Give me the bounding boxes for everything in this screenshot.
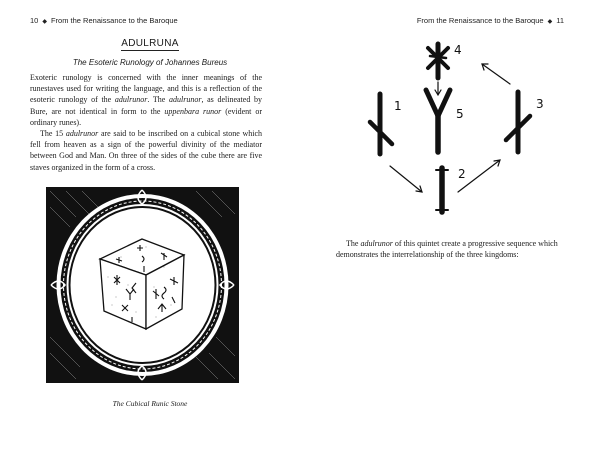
rune-number-3: 3: [536, 97, 544, 111]
rune-5-icon: [426, 90, 450, 152]
cubical-stone-engraving-icon: [46, 187, 239, 383]
rune-number-1: 1: [394, 99, 402, 113]
running-head-right: [417, 16, 564, 25]
page-number-right: 11: [556, 16, 564, 25]
rune-sequence-diagram-icon: [350, 34, 590, 224]
right-page: [300, 0, 600, 450]
section-title: ADULRUNA: [121, 38, 179, 49]
section-subtitle: The Esoteric Runology of Johannes Bureus: [72, 58, 228, 67]
rune-1-icon: [370, 94, 392, 154]
paragraph-2: The 15 adulrunor are said to be inscribed on a cubical stone which fell from heaven as a sign of the powerful divinity of the mediator between God and Man. On three of the sides of the cube there are five staves organized in the form of a cross.: [30, 129, 263, 172]
rune-4-icon: [428, 44, 448, 78]
rune-2-icon: [436, 168, 448, 212]
body-text: [30, 72, 262, 173]
running-head-text: From the Renaissance to the Baroque: [416, 16, 544, 25]
running-head-left: [30, 16, 178, 25]
rune-number-4: 4: [454, 43, 462, 57]
cubical-runic-stone-figure: [46, 187, 239, 383]
page-number-left: 10: [30, 16, 39, 25]
rune-number-2: 2: [458, 167, 466, 181]
right-paragraph: The adulrunor of this quintet create a progressive sequence which demonstrates the interrelationship of the three kingdoms:: [336, 239, 558, 260]
paragraph-1: Exoteric runology is concerned with the inner meanings of the runestaves used for writing the language, and this is a reflection of the esoteric runology of the adulrunor. The adulrunor, as delineated by Bure, are not identical in form to the uppenbara runor (evident or ordinary runes).: [30, 73, 263, 127]
figure-caption: The Cubical Runic Stone: [112, 399, 188, 408]
rune-quintet-diagram: [350, 34, 590, 224]
rune-number-5: 5: [456, 107, 464, 121]
running-head-text: From the Renaissance to the Baroque: [50, 16, 178, 25]
diamond-ornament-icon: ◆: [547, 19, 553, 25]
diamond-ornament-icon: ◆: [42, 19, 47, 25]
rune-3-icon: [506, 92, 530, 152]
